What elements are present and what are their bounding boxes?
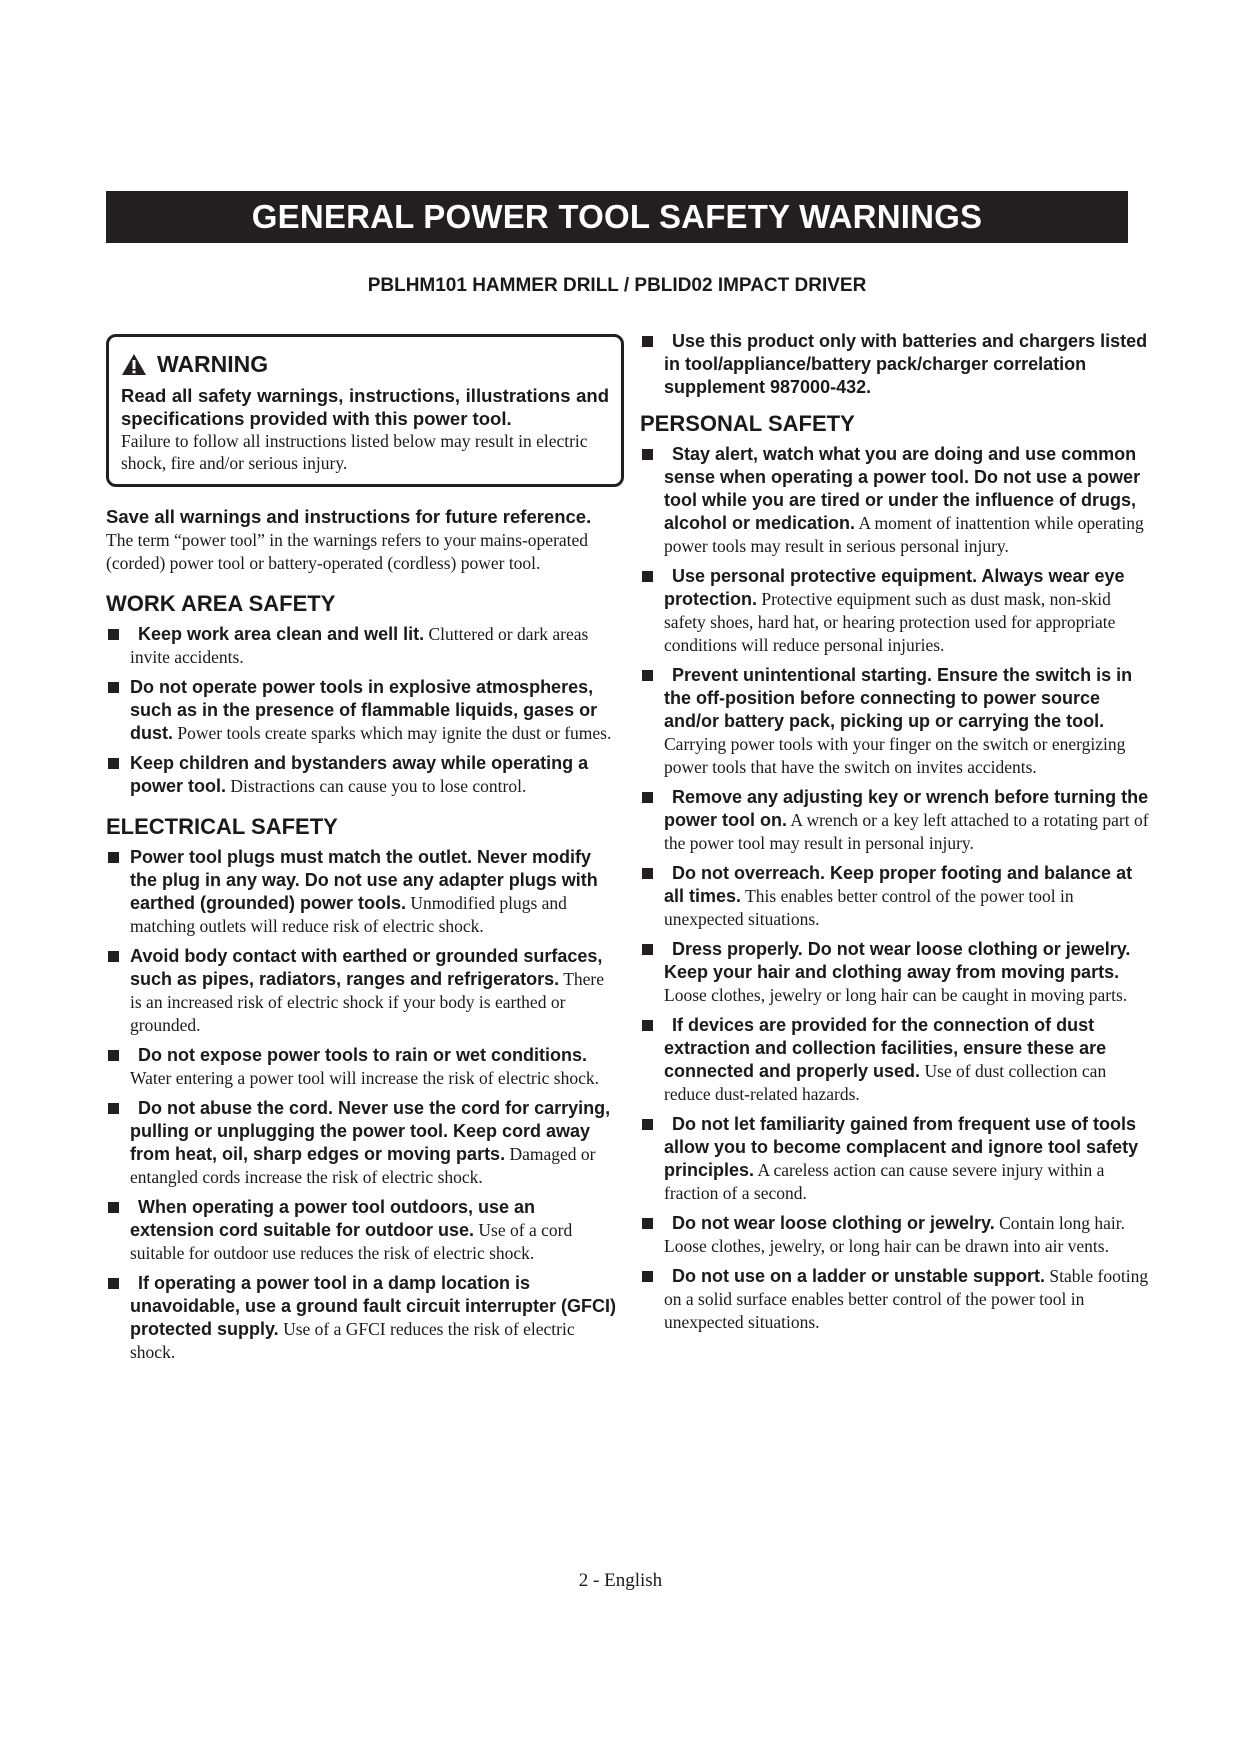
item-text: A careless action can cause severe injury within a fraction of a second. — [664, 1160, 1105, 1203]
list-item — [106, 945, 618, 1037]
bullet-square-icon — [642, 1020, 653, 1031]
item-bold: Do not expose power tools to rain or wet conditions. — [138, 1045, 588, 1065]
item-text: Unmodified plugs and matching outlets will reduce risk of electric shock. — [130, 893, 567, 936]
item-bold: Do not overreach. Keep proper footing and balance at all times. — [664, 863, 1133, 906]
item-bold: Do not abuse the cord. Never use the cord for carrying, pulling or unplugging the power tool. Keep cord away from heat, oil, sharp edges or moving parts. — [130, 1098, 611, 1164]
bullet-square-icon — [108, 951, 119, 962]
intro-bold: Save all warnings and instructions for future reference. — [106, 506, 592, 527]
list-item — [640, 1113, 1152, 1205]
bullet-square-icon — [642, 868, 653, 879]
left-column — [106, 334, 618, 1371]
product-subtitle: PBLHM101 HAMMER DRILL / PBLID02 IMPACT DRIVER — [367, 275, 867, 296]
item-bold: Do not use on a ladder or unstable support. — [672, 1266, 1046, 1286]
item-bold: Prevent unintentional starting. Ensure the switch is in the off-position before connecting to power source and/or battery pack, picking up or carrying the tool. — [664, 665, 1133, 731]
list-item — [640, 565, 1152, 657]
item-bold: Remove any adjusting key or wrench before turning the power tool on. — [664, 787, 1149, 830]
list-item — [640, 938, 1152, 1007]
bullet-square-icon — [108, 629, 119, 640]
bullet-square-icon — [642, 571, 653, 582]
item-text: Protective equipment such as dust mask, non-skid safety shoes, hard hat, or hearing protection used for appropriate conditions will reduce personal injuries. — [664, 589, 1116, 655]
list-item — [640, 443, 1152, 558]
item-text: Loose clothes, jewelry or long hair can be caught in moving parts. — [664, 985, 1128, 1005]
item-bold: Power tool plugs must match the outlet. Never modify the plug in any way. Do not use any adapter plugs with earthed (grounded) power tools. — [130, 847, 598, 913]
item-bold: Use this product only with batteries and chargers listed in tool/appliance/battery pack/charger correlation supplement 987000-432. — [664, 331, 1148, 397]
item-bold: Use personal protective equipment. Always wear eye protection. — [664, 566, 1125, 609]
item-text: Contain long hair. Loose clothes, jewelry, or long hair can be drawn into air vents. — [664, 1213, 1125, 1256]
list-item — [640, 1014, 1152, 1106]
item-text: This enables better control of the power tool in unexpected situations. — [664, 886, 1074, 929]
bullet-square-icon — [108, 682, 119, 693]
item-text: Use of a GFCI reduces the risk of electric shock. — [130, 1319, 575, 1362]
item-text: Stable footing on a solid surface enables better control of the power tool in unexpected situations. — [664, 1266, 1149, 1332]
item-text: Use of dust collection can reduce dust-related hazards. — [664, 1061, 1107, 1104]
item-text: Carrying power tools with your finger on the switch or energizing power tools that have the switch on invites accidents. — [664, 734, 1126, 777]
list-item — [640, 1265, 1152, 1334]
page-banner: GENERAL POWER TOOL SAFETY WARNINGS — [106, 191, 1128, 243]
bullet-square-icon — [642, 670, 653, 681]
personal-list — [640, 443, 1152, 1334]
item-bold: Keep work area clean and well lit. — [138, 624, 425, 644]
bullet-square-icon — [108, 852, 119, 863]
warning-text: Failure to follow all instructions listed below may result in electric shock, fire and/or serious injury. — [121, 431, 588, 473]
bullet-square-icon — [108, 1202, 119, 1213]
work-area-list — [106, 623, 618, 798]
item-text: Damaged or entangled cords increase the risk of electric shock. — [130, 1144, 596, 1187]
item-bold: Dress properly. Do not wear loose clothing or jewelry. Keep your hair and clothing away from moving parts. — [664, 939, 1131, 982]
warning-title: WARNING — [157, 351, 269, 377]
item-text: Power tools create sparks which may ignite the dust or fumes. — [173, 723, 612, 743]
work-area-heading: WORK AREA SAFETY — [106, 591, 336, 616]
bullet-square-icon — [108, 1103, 119, 1114]
electrical-heading: ELECTRICAL SAFETY — [106, 814, 338, 839]
bullet-square-icon — [642, 1119, 653, 1130]
item-bold: When operating a power tool outdoors, use an extension cord suitable for outdoor use. — [130, 1197, 536, 1240]
bullet-square-icon — [642, 336, 653, 347]
item-text: Water entering a power tool will increase the risk of electric shock. — [130, 1068, 599, 1088]
item-bold: If devices are provided for the connection of dust extraction and collection facilities, ensure these are connected and properly used. — [664, 1015, 1107, 1081]
list-item — [640, 862, 1152, 931]
item-text: Use of a cord suitable for outdoor use reduces the risk of electric shock. — [130, 1220, 573, 1263]
electrical-list — [106, 846, 618, 1364]
item-bold: Avoid body contact with earthed or grounded surfaces, such as pipes, radiators, ranges and refrigerators. — [130, 946, 603, 989]
right-column — [640, 330, 1152, 1341]
item-bold: Do not wear loose clothing or jewelry. — [672, 1213, 995, 1233]
warning-triangle-icon — [121, 353, 147, 376]
list-item — [640, 786, 1152, 855]
list-item — [106, 846, 618, 938]
bullet-square-icon — [108, 1278, 119, 1289]
warning-box — [106, 334, 624, 487]
item-text: A moment of inattention while operating power tools may result in serious personal injury. — [664, 513, 1144, 556]
warning-bold-text: Read all safety warnings, instructions, illustrations and specifications provided with this power tool. — [121, 385, 609, 429]
list-item — [640, 1212, 1152, 1258]
personal-heading: PERSONAL SAFETY — [640, 411, 855, 436]
list-item — [106, 1044, 618, 1090]
item-bold: Stay alert, watch what you are doing and use common sense when operating a power tool. Do not use a power tool while you are tired or under the influence of drugs, alcohol or medication. — [664, 444, 1141, 533]
list-item — [106, 623, 618, 669]
bullet-square-icon — [642, 449, 653, 460]
list-item — [106, 676, 618, 745]
intro-text: The term “power tool” in the warnings refers to your mains-operated (corded) power tool or battery-operated (cordless) power tool. — [106, 530, 589, 573]
list-item — [106, 1097, 618, 1189]
bullet-square-icon — [108, 758, 119, 769]
warning-header — [121, 351, 609, 378]
item-bold: Keep children and bystanders away while operating a power tool. — [130, 753, 589, 796]
list-item — [106, 1196, 618, 1265]
bullet-square-icon — [642, 1218, 653, 1229]
page-number: 2 - English — [578, 1570, 663, 1591]
item-bold: Do not operate power tools in explosive atmospheres, such as in the presence of flammable liquids, gases or dust. — [130, 677, 598, 743]
item-bold: Do not let familiarity gained from frequent use of tools allow you to become complacent and ignore tool safety principles. — [664, 1114, 1139, 1180]
bullet-square-icon — [108, 1050, 119, 1061]
list-item — [106, 1272, 618, 1364]
list-item — [106, 752, 618, 798]
item-text: Cluttered or dark areas invite accidents. — [130, 624, 589, 667]
item-bold: If operating a power tool in a damp location is unavoidable, use a ground fault circuit interrupter (GFCI) protected supply. — [130, 1273, 617, 1339]
item-text: Distractions can cause you to lose control. — [226, 776, 527, 796]
bullet-square-icon — [642, 1271, 653, 1282]
bullet-square-icon — [642, 792, 653, 803]
item-text: A wrench or a key left attached to a rotating part of the power tool may result in personal injury. — [664, 810, 1149, 853]
bullet-square-icon — [642, 944, 653, 955]
list-item — [640, 664, 1152, 779]
battery-note — [640, 330, 1152, 399]
item-text: There is an increased risk of electric shock if your body is earthed or grounded. — [130, 969, 605, 1035]
intro-paragraph — [106, 505, 618, 575]
